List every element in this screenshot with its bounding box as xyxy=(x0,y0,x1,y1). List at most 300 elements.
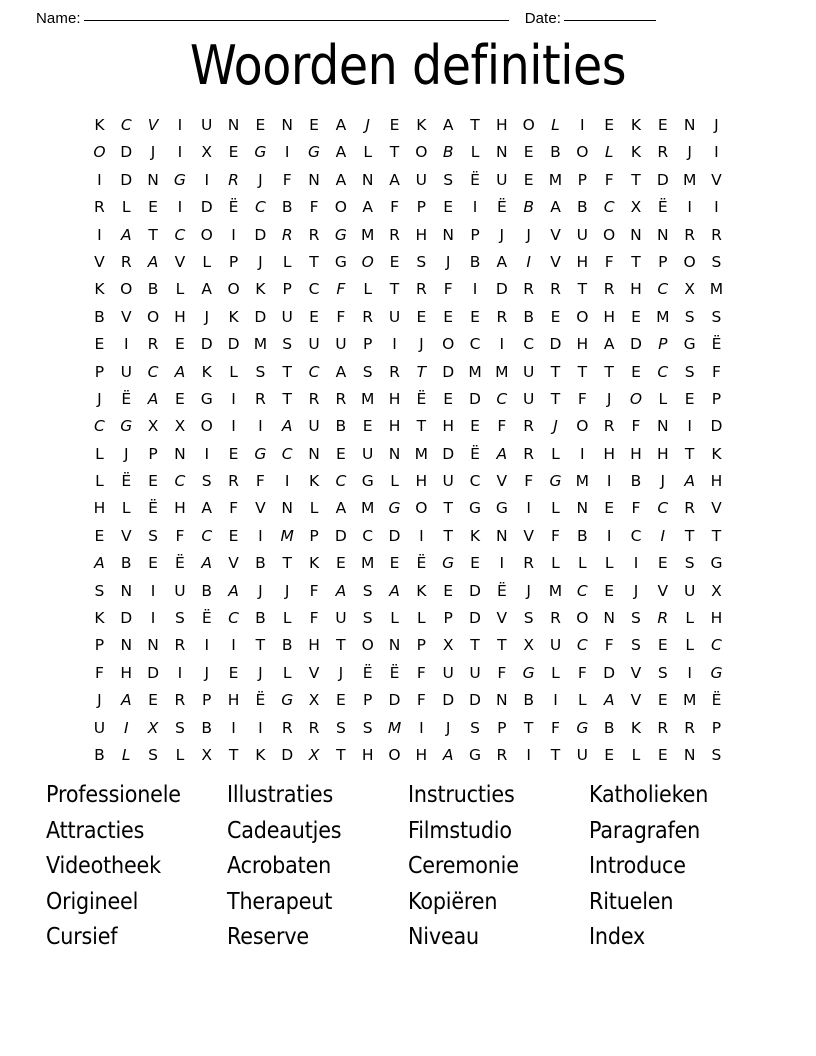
grid-cell[interactable]: J xyxy=(338,663,344,682)
grid-cell[interactable]: L xyxy=(282,252,292,271)
grid-cell[interactable]: P xyxy=(282,280,292,299)
grid-cell[interactable]: R xyxy=(415,280,427,299)
grid-cell[interactable]: I xyxy=(606,526,612,545)
grid-cell[interactable]: R xyxy=(308,225,320,244)
grid-cell[interactable]: B xyxy=(603,718,615,737)
grid-cell[interactable]: A xyxy=(335,362,347,381)
grid-cell[interactable]: I xyxy=(258,526,263,545)
grid-cell[interactable]: S xyxy=(684,554,695,573)
grid-cell[interactable]: J xyxy=(526,581,531,600)
grid-cell[interactable]: E xyxy=(175,335,185,354)
grid-cell[interactable]: C xyxy=(335,472,347,491)
grid-cell[interactable]: N xyxy=(388,636,401,655)
grid-cell[interactable]: T xyxy=(228,745,239,764)
grid-cell[interactable]: K xyxy=(308,554,320,573)
grid-cell[interactable]: I xyxy=(204,636,210,655)
grid-cell[interactable]: F xyxy=(497,663,507,682)
grid-cell[interactable]: B xyxy=(255,554,266,573)
grid-cell[interactable]: X xyxy=(630,198,642,217)
grid-cell[interactable]: K xyxy=(416,116,427,134)
grid-cell[interactable]: P xyxy=(202,691,212,710)
grid-cell[interactable]: A xyxy=(335,499,347,518)
grid-cell[interactable]: E xyxy=(631,362,641,381)
grid-cell[interactable]: Ë xyxy=(657,198,668,217)
grid-cell[interactable]: P xyxy=(228,252,239,271)
grid-cell[interactable]: P xyxy=(658,252,668,271)
grid-cell[interactable]: E xyxy=(389,554,400,573)
date-write-line[interactable] xyxy=(564,20,656,21)
grid-cell[interactable]: K xyxy=(630,718,642,737)
grid-cell[interactable]: R xyxy=(603,417,615,436)
grid-cell[interactable]: T xyxy=(684,526,695,545)
grid-cell[interactable]: T xyxy=(416,417,427,436)
grid-cell[interactable]: G xyxy=(442,554,455,573)
grid-cell[interactable]: F xyxy=(175,526,185,545)
grid-cell[interactable]: L xyxy=(604,554,614,573)
grid-cell[interactable]: R xyxy=(308,389,320,408)
grid-cell[interactable]: X xyxy=(174,417,186,436)
grid-cell[interactable]: E xyxy=(523,170,534,189)
grid-cell[interactable]: F xyxy=(309,581,319,600)
grid-cell[interactable]: R xyxy=(496,745,508,764)
grid-cell[interactable]: J xyxy=(633,581,639,600)
grid-cell[interactable]: O xyxy=(576,417,589,436)
grid-cell[interactable]: B xyxy=(630,472,642,491)
grid-cell[interactable]: P xyxy=(711,718,722,737)
word-list-item[interactable]: Therapeut xyxy=(227,888,333,915)
grid-cell[interactable]: G xyxy=(254,444,267,463)
grid-cell[interactable]: G xyxy=(334,252,347,271)
grid-cell[interactable]: O xyxy=(361,252,374,271)
grid-cell[interactable]: F xyxy=(524,472,534,491)
grid-cell[interactable]: T xyxy=(604,362,614,381)
grid-cell[interactable]: H xyxy=(576,335,589,354)
grid-cell[interactable]: J xyxy=(526,225,531,244)
grid-cell[interactable]: O xyxy=(576,307,589,326)
grid-cell[interactable]: D xyxy=(549,335,562,354)
grid-cell[interactable]: T xyxy=(550,389,561,408)
grid-cell[interactable]: I xyxy=(177,116,183,134)
grid-cell[interactable]: R xyxy=(147,335,159,354)
grid-cell[interactable]: E xyxy=(604,499,615,518)
grid-cell[interactable]: E xyxy=(94,526,105,545)
grid-cell[interactable]: E xyxy=(309,116,319,134)
grid-cell[interactable]: T xyxy=(631,252,641,271)
grid-cell[interactable]: C xyxy=(120,116,132,134)
grid-cell[interactable]: U xyxy=(549,636,562,655)
grid-cell[interactable]: E xyxy=(443,389,454,408)
grid-cell[interactable]: B xyxy=(94,745,105,764)
grid-cell[interactable]: E xyxy=(657,554,668,573)
grid-cell[interactable]: U xyxy=(362,444,374,463)
grid-cell[interactable]: D xyxy=(281,745,294,764)
grid-cell[interactable]: M xyxy=(575,472,589,491)
grid-cell[interactable]: U xyxy=(469,663,481,682)
grid-cell[interactable]: S xyxy=(684,362,695,381)
grid-cell[interactable]: E xyxy=(443,581,454,600)
grid-cell[interactable]: C xyxy=(657,499,669,518)
grid-cell[interactable]: E xyxy=(443,198,454,217)
grid-cell[interactable]: M xyxy=(280,526,294,545)
grid-cell[interactable]: J xyxy=(445,252,451,271)
grid-cell[interactable]: T xyxy=(470,636,480,655)
grid-cell[interactable]: L xyxy=(121,499,131,518)
grid-cell[interactable]: O xyxy=(200,225,213,244)
grid-cell[interactable]: A xyxy=(120,225,132,244)
grid-cell[interactable]: O xyxy=(93,143,106,162)
grid-cell[interactable]: L xyxy=(685,636,694,655)
grid-cell[interactable]: I xyxy=(580,444,585,463)
grid-cell[interactable]: J xyxy=(606,389,612,408)
grid-cell[interactable]: A xyxy=(201,554,213,573)
grid-cell[interactable]: C xyxy=(603,198,615,217)
grid-cell[interactable]: T xyxy=(443,526,453,545)
grid-cell[interactable]: F xyxy=(309,198,319,217)
grid-cell[interactable]: A xyxy=(362,198,373,217)
grid-cell[interactable]: H xyxy=(576,252,589,271)
grid-cell[interactable]: K xyxy=(94,609,105,628)
grid-cell[interactable]: R xyxy=(711,225,722,244)
grid-cell[interactable]: S xyxy=(470,718,480,737)
grid-cell[interactable]: T xyxy=(389,280,400,299)
grid-cell[interactable]: G xyxy=(469,499,482,518)
grid-cell[interactable]: E xyxy=(550,307,561,326)
grid-cell[interactable]: T xyxy=(389,143,400,162)
grid-cell[interactable]: I xyxy=(472,280,478,299)
grid-cell[interactable]: E xyxy=(228,526,239,545)
grid-cell[interactable]: G xyxy=(469,745,482,764)
grid-cell[interactable]: J xyxy=(204,307,210,326)
grid-cell[interactable]: T xyxy=(523,718,534,737)
grid-cell[interactable]: A xyxy=(550,198,561,217)
grid-cell[interactable]: R xyxy=(254,389,266,408)
grid-cell[interactable]: E xyxy=(228,143,239,162)
word-list-item[interactable]: Illustraties xyxy=(227,782,334,808)
grid-cell[interactable]: R xyxy=(496,307,508,326)
grid-cell[interactable]: L xyxy=(470,143,480,162)
grid-cell[interactable]: Ë xyxy=(470,170,480,189)
grid-cell[interactable]: B xyxy=(523,198,534,217)
grid-cell[interactable]: U xyxy=(496,170,508,189)
grid-cell[interactable]: I xyxy=(150,609,156,628)
grid-cell[interactable]: O xyxy=(415,499,428,518)
grid-cell[interactable]: D xyxy=(120,143,133,162)
grid-cell[interactable]: R xyxy=(603,280,615,299)
grid-cell[interactable]: I xyxy=(499,335,505,354)
grid-cell[interactable]: R xyxy=(335,389,347,408)
grid-cell[interactable]: F xyxy=(577,663,587,682)
grid-cell[interactable]: P xyxy=(470,225,480,244)
grid-cell[interactable]: U xyxy=(415,170,428,189)
grid-cell[interactable]: D xyxy=(710,417,723,436)
grid-cell[interactable]: O xyxy=(442,335,455,354)
grid-cell[interactable]: J xyxy=(97,389,102,408)
grid-cell[interactable]: J xyxy=(687,143,692,162)
grid-cell[interactable]: I xyxy=(580,116,585,134)
grid-cell[interactable]: I xyxy=(231,636,236,655)
grid-cell[interactable]: S xyxy=(362,581,373,600)
grid-cell[interactable]: B xyxy=(255,609,266,628)
grid-cell[interactable]: M xyxy=(361,499,375,518)
grid-cell[interactable]: N xyxy=(281,499,294,518)
grid-cell[interactable]: K xyxy=(711,444,722,463)
grid-cell[interactable]: A xyxy=(94,554,105,573)
grid-cell[interactable]: A xyxy=(335,170,347,189)
grid-cell[interactable]: D xyxy=(469,691,481,710)
grid-cell[interactable]: I xyxy=(687,663,692,682)
grid-cell[interactable]: E xyxy=(657,745,668,764)
grid-cell[interactable]: X xyxy=(147,718,159,737)
word-list-item[interactable]: Niveau xyxy=(408,924,479,950)
grid-cell[interactable]: Ë xyxy=(121,472,132,491)
grid-cell[interactable]: E xyxy=(94,335,105,354)
grid-cell[interactable]: C xyxy=(523,335,535,354)
grid-cell[interactable]: I xyxy=(123,335,129,354)
grid-cell[interactable]: A xyxy=(389,170,400,189)
grid-cell[interactable]: I xyxy=(526,499,531,518)
grid-cell[interactable]: P xyxy=(148,444,158,463)
grid-cell[interactable]: T xyxy=(497,636,507,655)
grid-cell[interactable]: F xyxy=(390,198,399,217)
grid-cell[interactable]: T xyxy=(631,170,641,189)
grid-cell[interactable]: I xyxy=(553,691,558,710)
grid-cell[interactable]: H xyxy=(603,307,615,326)
grid-cell[interactable]: V xyxy=(94,252,105,271)
grid-cell[interactable]: S xyxy=(362,362,373,381)
grid-cell[interactable]: E xyxy=(657,116,668,134)
grid-cell[interactable]: A xyxy=(281,417,293,436)
grid-cell[interactable]: F xyxy=(94,663,104,682)
grid-cell[interactable]: E xyxy=(148,554,158,573)
grid-cell[interactable]: N xyxy=(388,444,401,463)
grid-cell[interactable]: V xyxy=(630,663,642,682)
grid-cell[interactable]: S xyxy=(282,335,293,354)
word-list-item[interactable]: Index xyxy=(589,924,646,950)
grid-cell[interactable]: F xyxy=(631,499,641,518)
grid-cell[interactable]: K xyxy=(308,472,320,491)
grid-cell[interactable]: S xyxy=(711,307,722,326)
grid-cell[interactable]: R xyxy=(684,718,696,737)
grid-cell[interactable]: I xyxy=(231,718,236,737)
grid-cell[interactable]: N xyxy=(120,581,133,600)
grid-cell[interactable]: F xyxy=(282,170,292,189)
grid-cell[interactable]: I xyxy=(419,718,424,737)
grid-cell[interactable]: T xyxy=(711,526,722,545)
grid-cell[interactable]: F xyxy=(631,417,641,436)
grid-cell[interactable]: J xyxy=(258,581,263,600)
grid-cell[interactable]: N xyxy=(683,116,696,134)
grid-cell[interactable]: A xyxy=(496,252,508,271)
grid-cell[interactable]: R xyxy=(523,280,535,299)
grid-cell[interactable]: V xyxy=(496,472,508,491)
grid-cell[interactable]: J xyxy=(123,444,129,463)
grid-cell[interactable]: S xyxy=(416,252,427,271)
grid-cell[interactable]: A xyxy=(201,280,213,299)
grid-cell[interactable]: I xyxy=(606,472,612,491)
grid-cell[interactable]: O xyxy=(629,389,643,408)
grid-cell[interactable]: B xyxy=(442,143,454,162)
grid-cell[interactable]: F xyxy=(416,691,426,710)
grid-cell[interactable]: R xyxy=(657,143,669,162)
grid-cell[interactable]: I xyxy=(687,417,692,436)
grid-cell[interactable]: E xyxy=(523,143,534,162)
grid-cell[interactable]: F xyxy=(551,526,560,545)
grid-cell[interactable]: Ë xyxy=(496,581,507,600)
grid-cell[interactable]: G xyxy=(710,554,723,573)
grid-cell[interactable]: S xyxy=(631,609,641,628)
grid-cell[interactable]: U xyxy=(120,362,132,381)
grid-cell[interactable]: D xyxy=(630,335,642,354)
grid-cell[interactable]: M xyxy=(361,225,375,244)
grid-cell[interactable]: I xyxy=(633,554,639,573)
word-list-item[interactable]: Ceremonie xyxy=(408,853,519,879)
grid-cell[interactable]: U xyxy=(388,307,401,326)
grid-cell[interactable]: S xyxy=(657,663,668,682)
grid-cell[interactable]: O xyxy=(576,143,589,162)
grid-cell[interactable]: Ë xyxy=(711,335,722,354)
grid-cell[interactable]: T xyxy=(282,362,292,381)
grid-cell[interactable]: E xyxy=(148,198,158,217)
grid-cell[interactable]: T xyxy=(416,362,427,381)
grid-cell[interactable]: B xyxy=(335,417,347,436)
grid-cell[interactable]: Ë xyxy=(496,198,507,217)
grid-cell[interactable]: A xyxy=(335,116,347,134)
grid-cell[interactable]: L xyxy=(417,609,426,628)
grid-cell[interactable]: E xyxy=(604,116,615,134)
grid-cell[interactable]: T xyxy=(443,499,453,518)
grid-cell[interactable]: M xyxy=(387,718,402,737)
grid-cell[interactable]: T xyxy=(336,636,346,655)
grid-cell[interactable]: K xyxy=(469,526,481,545)
grid-cell[interactable]: V xyxy=(496,609,508,628)
grid-cell[interactable]: D xyxy=(334,526,347,545)
grid-cell[interactable]: O xyxy=(227,280,240,299)
grid-cell[interactable]: R xyxy=(281,225,293,244)
grid-cell[interactable]: T xyxy=(550,745,561,764)
grid-cell[interactable]: S xyxy=(148,745,158,764)
grid-cell[interactable]: C xyxy=(469,472,481,491)
grid-cell[interactable]: L xyxy=(390,609,399,628)
grid-cell[interactable]: K xyxy=(255,280,266,299)
grid-cell[interactable]: G xyxy=(683,335,696,354)
grid-cell[interactable]: Ë xyxy=(255,691,266,710)
grid-cell[interactable]: V xyxy=(120,526,132,545)
grid-cell[interactable]: E xyxy=(657,636,668,655)
grid-cell[interactable]: J xyxy=(258,170,263,189)
grid-cell[interactable]: U xyxy=(174,581,186,600)
grid-cell[interactable]: Ë xyxy=(175,554,185,573)
grid-cell[interactable]: U xyxy=(308,417,320,436)
word-list-item[interactable]: Reserve xyxy=(227,924,309,950)
grid-cell[interactable]: X xyxy=(308,745,320,764)
grid-cell[interactable]: G xyxy=(361,472,374,491)
grid-cell[interactable]: E xyxy=(657,691,668,710)
grid-cell[interactable]: R xyxy=(281,718,293,737)
grid-cell[interactable]: I xyxy=(97,170,102,189)
grid-cell[interactable]: V xyxy=(228,554,239,573)
word-list-item[interactable]: Cursief xyxy=(46,924,118,950)
grid-cell[interactable]: A xyxy=(147,389,159,408)
grid-cell[interactable]: F xyxy=(712,362,721,381)
grid-cell[interactable]: M xyxy=(414,444,429,463)
grid-cell[interactable]: O xyxy=(388,745,401,764)
grid-cell[interactable]: V xyxy=(120,307,132,326)
word-list-item[interactable]: Introduce xyxy=(589,853,686,879)
grid-cell[interactable]: L xyxy=(578,554,587,573)
grid-cell[interactable]: O xyxy=(576,609,589,628)
grid-cell[interactable]: H xyxy=(415,472,428,491)
grid-cell[interactable]: D xyxy=(200,335,213,354)
grid-cell[interactable]: A xyxy=(389,581,400,600)
grid-cell[interactable]: J xyxy=(660,472,666,491)
grid-cell[interactable]: I xyxy=(258,417,263,436)
grid-cell[interactable]: H xyxy=(415,225,428,244)
grid-cell[interactable]: I xyxy=(284,143,290,162)
grid-cell[interactable]: P xyxy=(577,170,587,189)
grid-cell[interactable]: N xyxy=(361,170,374,189)
grid-cell[interactable]: H xyxy=(388,417,401,436)
grid-cell[interactable]: C xyxy=(308,280,320,299)
grid-cell[interactable]: L xyxy=(175,280,185,299)
grid-cell[interactable]: V xyxy=(550,225,561,244)
grid-cell[interactable]: H xyxy=(656,444,669,463)
grid-cell[interactable]: X xyxy=(201,143,213,162)
grid-cell[interactable]: H xyxy=(388,389,401,408)
grid-cell[interactable]: U xyxy=(335,335,347,354)
grid-cell[interactable]: C xyxy=(657,362,669,381)
grid-cell[interactable]: I xyxy=(526,745,531,764)
grid-cell[interactable]: D xyxy=(388,691,401,710)
grid-cell[interactable]: H xyxy=(710,472,723,491)
grid-cell[interactable]: G xyxy=(334,225,347,244)
grid-cell[interactable]: G xyxy=(522,663,535,682)
grid-cell[interactable]: R xyxy=(523,444,535,463)
grid-cell[interactable]: D xyxy=(147,663,160,682)
grid-cell[interactable]: E xyxy=(335,691,346,710)
grid-cell[interactable]: C xyxy=(201,526,213,545)
grid-cell[interactable]: Ë xyxy=(201,609,212,628)
grid-cell[interactable]: B xyxy=(550,143,561,162)
grid-cell[interactable]: G xyxy=(254,143,267,162)
grid-cell[interactable]: M xyxy=(709,280,724,299)
grid-cell[interactable]: P xyxy=(363,691,373,710)
grid-cell[interactable]: S xyxy=(631,636,641,655)
grid-cell[interactable]: V xyxy=(711,499,722,518)
grid-cell[interactable]: E xyxy=(416,307,427,326)
grid-cell[interactable]: X xyxy=(308,691,320,710)
grid-cell[interactable]: L xyxy=(604,143,614,162)
grid-cell[interactable]: U xyxy=(442,472,454,491)
grid-cell[interactable]: H xyxy=(120,663,133,682)
grid-cell[interactable]: N xyxy=(657,225,669,244)
grid-cell[interactable]: H xyxy=(442,417,454,436)
word-list-item[interactable]: Kopiëren xyxy=(408,888,498,915)
word-list-item[interactable]: Katholieken xyxy=(589,782,709,808)
grid-cell[interactable]: B xyxy=(281,198,293,217)
grid-cell[interactable]: S xyxy=(255,362,266,381)
grid-cell[interactable]: T xyxy=(577,280,588,299)
grid-cell[interactable]: D xyxy=(442,362,455,381)
grid-cell[interactable]: L xyxy=(578,691,587,710)
grid-cell[interactable]: N xyxy=(630,225,642,244)
grid-cell[interactable]: H xyxy=(630,444,642,463)
grid-cell[interactable]: R xyxy=(550,609,561,628)
grid-cell[interactable]: O xyxy=(603,225,616,244)
grid-cell[interactable]: B xyxy=(523,307,534,326)
grid-cell[interactable]: H xyxy=(174,307,186,326)
grid-cell[interactable]: N xyxy=(683,745,696,764)
grid-cell[interactable]: V xyxy=(523,526,534,545)
